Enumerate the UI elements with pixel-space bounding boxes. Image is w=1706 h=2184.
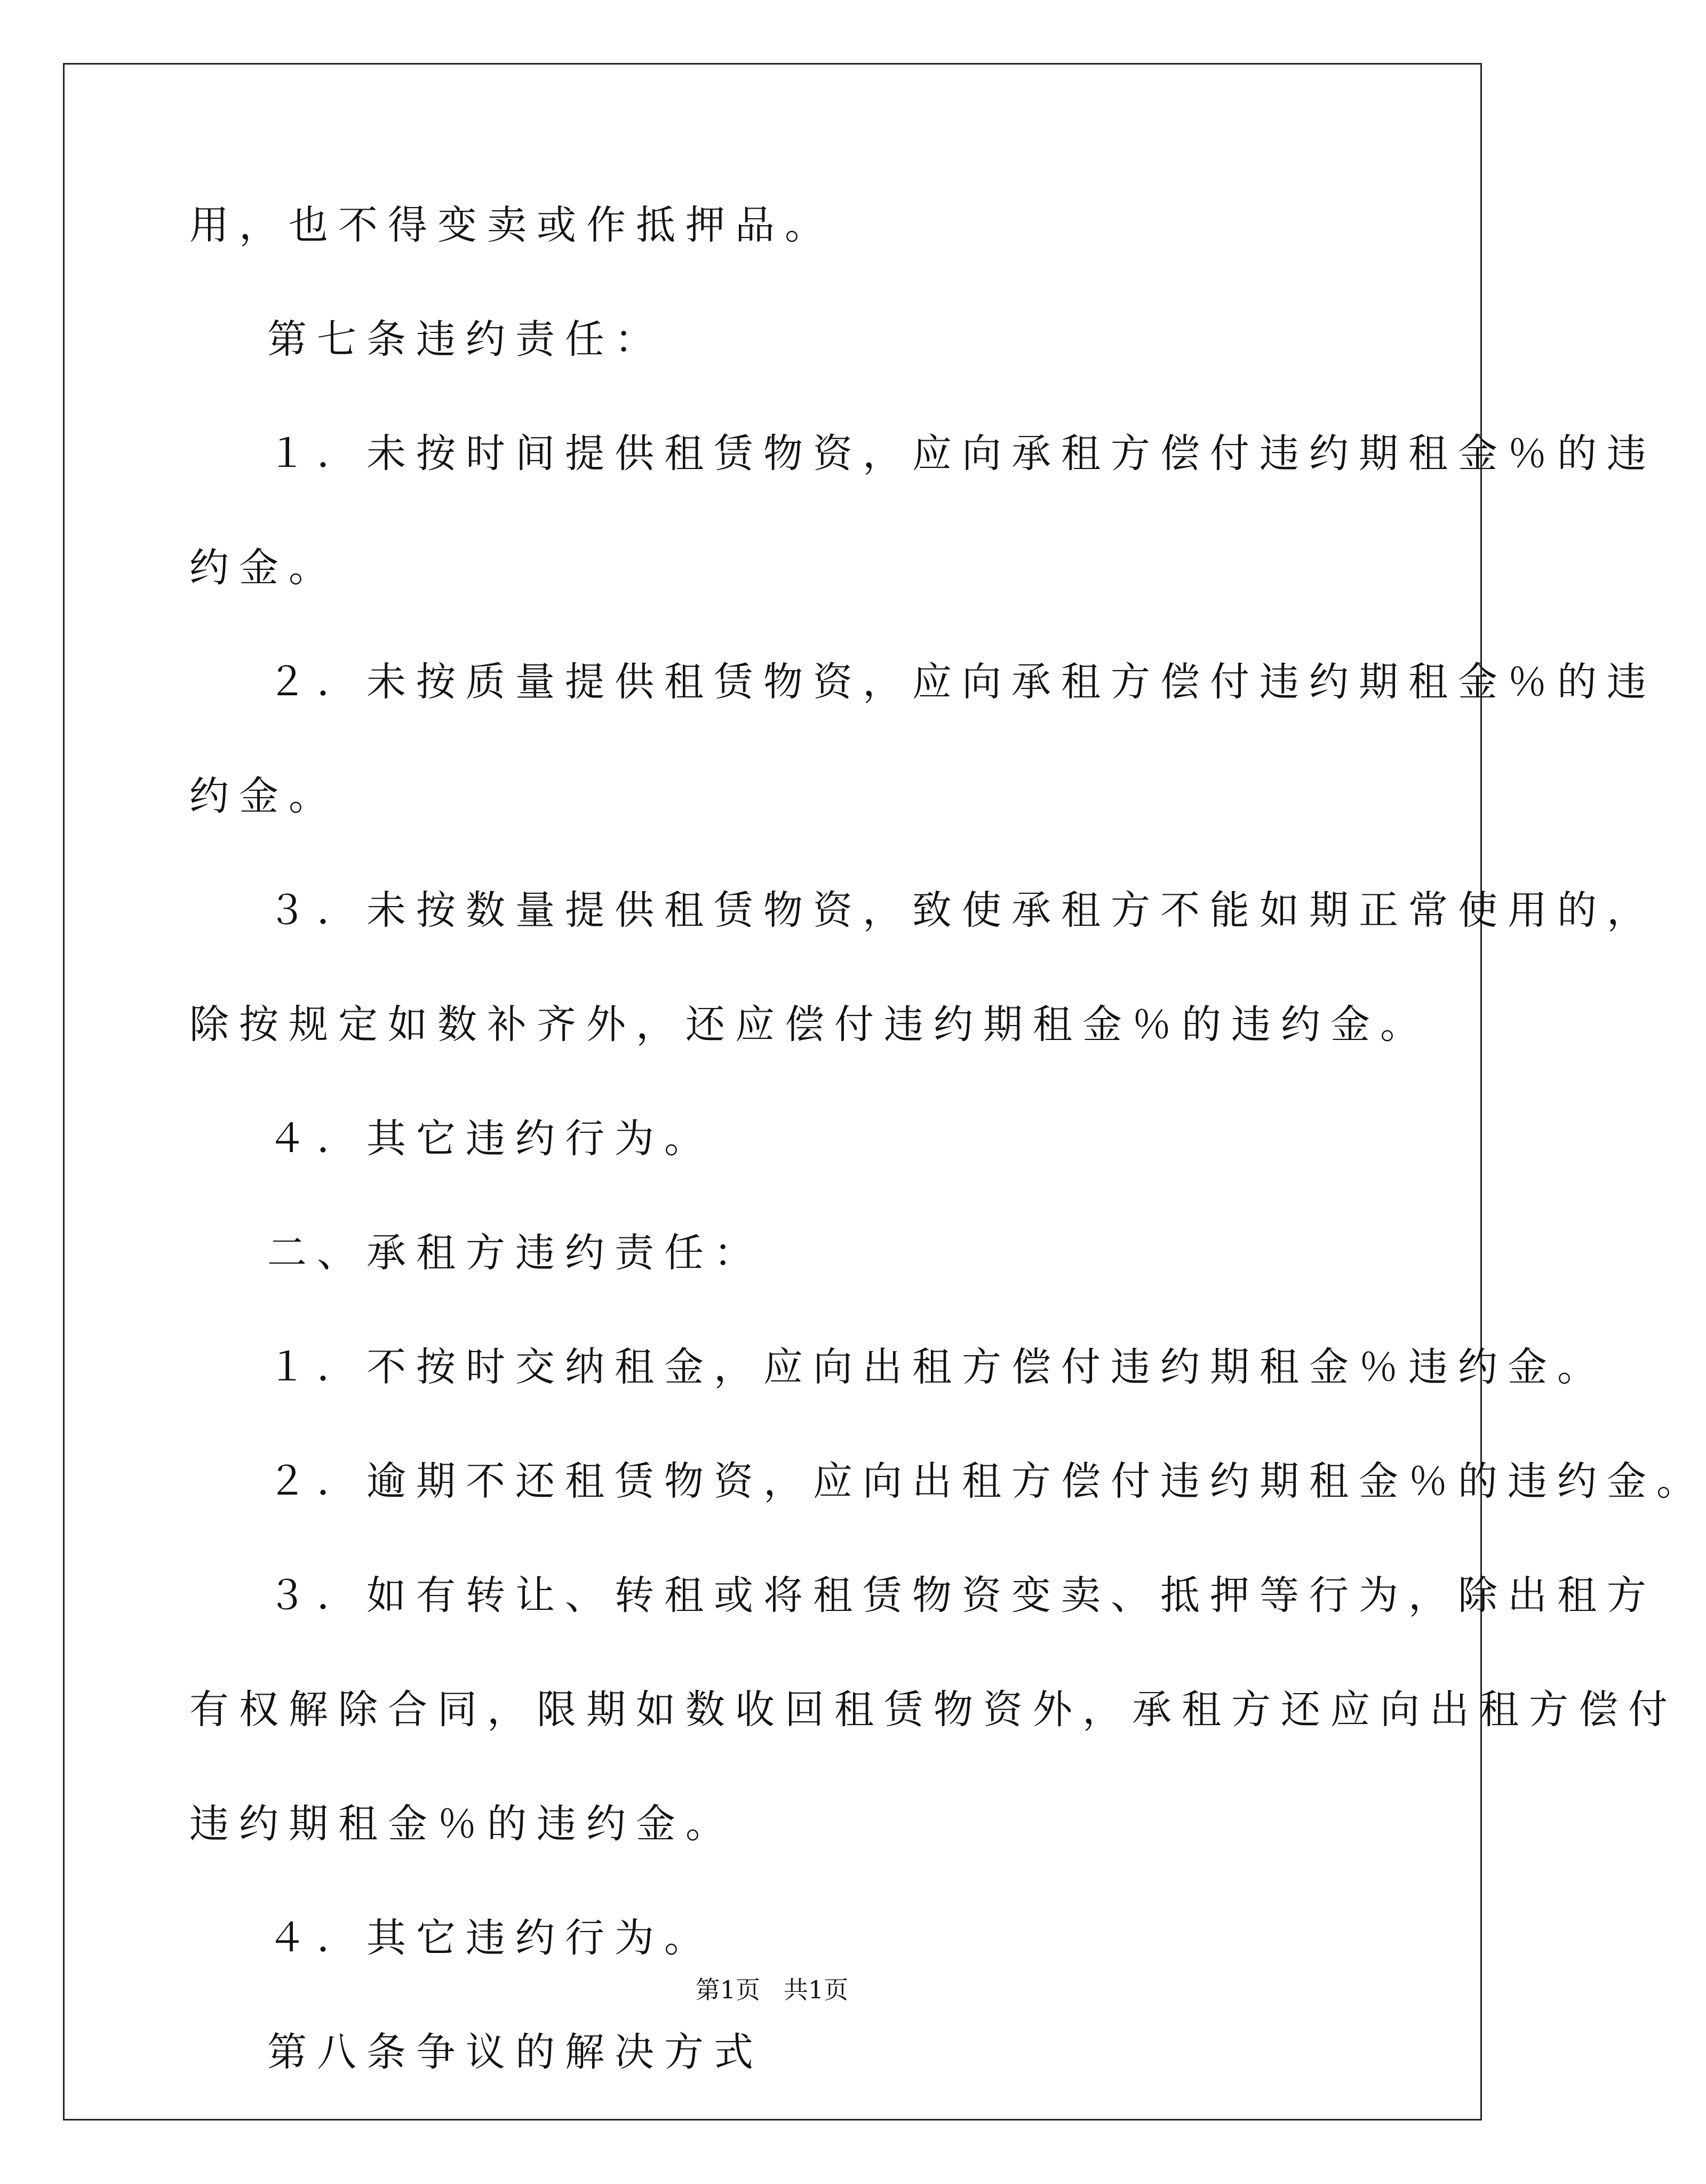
text-line: １．不按时交纳租金，应向出租方偿付违约期租金％违约金。 xyxy=(267,1344,1607,1390)
page-number-footer: 第1页 共1页 xyxy=(695,1975,849,2004)
text-line: ４．其它违约行为。 xyxy=(267,1915,714,1961)
text-line: ２．未按质量提供租赁物资，应向承租方偿付违约期租金％的违 xyxy=(267,659,1656,705)
text-line: 用，也不得变卖或作抵押品。 xyxy=(189,202,834,248)
section-heading: 第七条违约责任： xyxy=(267,316,664,362)
text-line: 有权解除合同，限期如数收回租赁物资外，承租方还应向出租方偿付 xyxy=(189,1687,1678,1733)
document-body xyxy=(189,202,1706,2147)
text-line: 约金。 xyxy=(189,773,338,819)
text-line: １．未按时间提供租赁物资，应向承租方偿付违约期租金％的违 xyxy=(267,431,1656,476)
text-line: 违约期租金％的违约金。 xyxy=(189,1801,735,1847)
text-line: ３．未按数量提供租赁物资，致使承租方不能如期正常使用的， xyxy=(267,887,1656,933)
section-heading: 第八条争议的解决方式 xyxy=(267,2029,763,2075)
text-line: 除按规定如数补齐外，还应偿付违约期租金％的违约金。 xyxy=(189,1002,1430,1047)
text-line: 约金。 xyxy=(189,545,338,591)
text-line: ４．其它违约行为。 xyxy=(267,1116,714,1162)
text-line: ２．逾期不还租赁物资，应向出租方偿付违约期租金％的违约金。 xyxy=(267,1458,1706,1504)
text-line: ３．如有转让、转租或将租赁物资变卖、抵押等行为，除出租方 xyxy=(267,1573,1656,1618)
section-heading: 二、承租方违约责任： xyxy=(267,1230,763,1276)
